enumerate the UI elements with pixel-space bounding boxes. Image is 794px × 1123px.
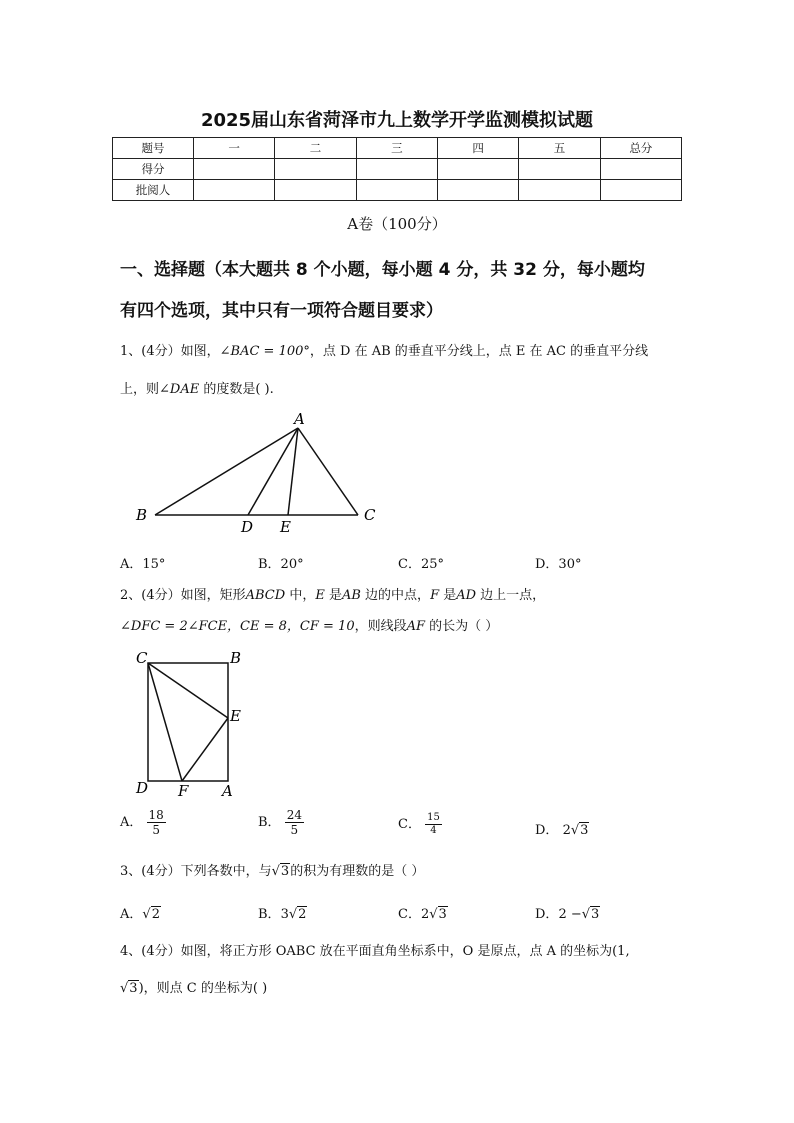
q2-line1 — [120, 584, 545, 603]
q2-text: 边上一点， — [476, 588, 546, 603]
radicand: 3 — [438, 907, 447, 922]
label-a: A — [294, 410, 305, 428]
q4-line1: 4、(4分）如图，将正方形 OABC 放在平面直角坐标系中，O 是原点，点 A 的坐标为(1, — [120, 944, 630, 959]
grader-entry-cell[interactable] — [437, 180, 518, 201]
table-row — [113, 138, 682, 159]
q2-text: 是 — [324, 588, 342, 603]
score-entry-cell[interactable] — [437, 159, 518, 180]
q2-text: 边的中点， — [360, 588, 431, 603]
score-entry-cell[interactable] — [194, 159, 275, 180]
option-letter: B． — [258, 907, 281, 922]
label-e: E — [230, 707, 241, 725]
rect-abcd — [148, 663, 228, 781]
coef: 2 — [562, 823, 571, 838]
label-b: B — [230, 649, 242, 667]
label-b: B — [136, 506, 148, 524]
table-cell: 总分 — [600, 138, 681, 159]
label-e: E — [280, 518, 291, 536]
line-fe — [182, 718, 228, 781]
score-entry-cell[interactable] — [519, 159, 600, 180]
line-ab — [155, 428, 298, 515]
q1-line1 — [120, 340, 648, 359]
q2-figure — [130, 645, 260, 805]
q1-option-c[interactable]: C．25° — [398, 557, 444, 572]
fraction: $\frac{15}{4}$ — [427, 812, 440, 836]
q2-text: 中， — [285, 588, 316, 603]
table-cell: 得分 — [113, 159, 194, 180]
table-cell: 一 — [194, 138, 275, 159]
q2-text: ，则线段 — [354, 619, 407, 634]
page-title: 2025届山东省菏泽市九上数学开学监测模拟试题 — [200, 110, 594, 131]
q3-text: 3、(4分）下列各数中，与 — [120, 864, 272, 879]
radicand: 2 — [151, 907, 160, 922]
line-cf — [148, 663, 182, 781]
q2-math: F — [430, 588, 440, 603]
score-entry-cell[interactable] — [275, 159, 356, 180]
q2-option-c[interactable] — [398, 812, 442, 837]
radicand: 3 — [280, 864, 290, 879]
label-d: D — [136, 779, 149, 797]
q1-line2 — [120, 378, 274, 397]
q2-line2 — [120, 615, 498, 634]
option-letter: D． — [535, 823, 559, 838]
option-letter: B． — [258, 815, 281, 830]
q1-option-d[interactable]: D．30° — [535, 557, 582, 572]
label-c: C — [364, 506, 376, 524]
q1-angle-bac: ∠BAC = 100° — [219, 344, 310, 359]
label-a: A — [222, 782, 233, 800]
grader-entry-cell[interactable] — [600, 180, 681, 201]
table-row — [113, 180, 682, 201]
option-letter: D． — [535, 907, 559, 922]
part1-heading-line1: 一、选择题（本大题共 8 个小题，每小题 4 分，共 32 分，每小题均 — [120, 260, 645, 280]
grader-entry-cell[interactable] — [194, 180, 275, 201]
line-ce — [148, 663, 228, 718]
q2-math: AB — [341, 588, 361, 603]
table-cell: 批阅人 — [113, 180, 194, 201]
q2-text: 2、(4分）如图，矩形 — [120, 588, 246, 603]
table-cell: 五 — [519, 138, 600, 159]
part1-heading-line2: 有四个选项，其中只有一项符合题目要求） — [120, 301, 443, 321]
radicand: 3 — [591, 907, 600, 922]
q3-option-d[interactable]: D．2 −√3 — [535, 907, 600, 922]
label-f: F — [178, 782, 189, 800]
q3-option-c[interactable]: C．2√3 — [398, 907, 447, 922]
q3-line1: 3、(4分）下列各数中，与√3的积为有理数的是（ ） — [120, 864, 425, 879]
q2-option-b[interactable] — [258, 808, 304, 837]
q3-text: 的积为有理数的是（ ） — [290, 864, 425, 879]
table-cell: 三 — [356, 138, 437, 159]
q2-text: 是 — [439, 588, 457, 603]
coef: 2 — [420, 907, 430, 922]
table-cell: 四 — [437, 138, 518, 159]
score-entry-cell[interactable] — [356, 159, 437, 180]
line-ac — [298, 428, 358, 515]
q2-math: AF — [406, 619, 426, 634]
q1-line2-a: 上，则 — [120, 382, 160, 397]
line-ad — [248, 428, 298, 515]
q2-option-a[interactable] — [120, 808, 166, 837]
radicand: 3 — [129, 981, 138, 996]
q1-option-b[interactable]: B．20° — [258, 557, 304, 572]
coef: 2 − — [558, 907, 582, 922]
option-letter: A． — [120, 907, 143, 922]
score-entry-cell[interactable] — [600, 159, 681, 180]
table-cell: 二 — [275, 138, 356, 159]
coef: 3 — [280, 907, 289, 922]
q2-conditions: ∠DFC = 2∠FCE，CE = 8，CF = 10 — [120, 619, 355, 634]
q4-line2: √3)，则点 C 的坐标为( ) — [120, 981, 268, 996]
q2-math: ABCD — [245, 588, 286, 603]
line-ae — [288, 428, 298, 515]
q3-option-a[interactable]: A．√2 — [120, 907, 160, 922]
q2-math: AD — [456, 588, 477, 603]
radicand: 3 — [580, 823, 589, 838]
fraction: $\frac{24}{5}$ — [286, 808, 302, 837]
option-letter: A． — [120, 815, 143, 830]
q1-figure — [130, 410, 390, 540]
q1-prefix: 1、(4分）如图， — [120, 344, 220, 359]
section-a-title: A卷（100分） — [347, 215, 447, 233]
q2-math: E — [315, 588, 325, 603]
q4-text: )，则点 C 的坐标为( ) — [138, 981, 268, 996]
table-row — [113, 159, 682, 180]
grader-entry-cell[interactable] — [519, 180, 600, 201]
q2-text: 的长为（ ） — [425, 619, 499, 634]
q1-option-a[interactable]: A．15° — [120, 557, 166, 572]
q2-option-d[interactable]: D． 2√3 — [535, 823, 589, 838]
table-cell: 题号 — [113, 138, 194, 159]
radicand: 2 — [298, 907, 307, 922]
q3-option-b[interactable]: B．3√2 — [258, 907, 307, 922]
grader-entry-cell[interactable] — [275, 180, 356, 201]
option-letter: C． — [398, 907, 421, 922]
label-d: D — [241, 518, 254, 536]
score-table — [112, 137, 682, 201]
q1-mid: ，点 D 在 AB 的垂直平分线上，点 E 在 AC 的垂直平分线 — [309, 344, 649, 359]
q1-line2-b: 的度数是( ). — [199, 382, 274, 397]
label-c: C — [136, 649, 148, 667]
grader-entry-cell[interactable] — [356, 180, 437, 201]
fraction: $\frac{18}{5}$ — [148, 808, 164, 837]
option-letter: C． — [398, 817, 421, 832]
q1-angle-dae: ∠DAE — [159, 382, 200, 397]
